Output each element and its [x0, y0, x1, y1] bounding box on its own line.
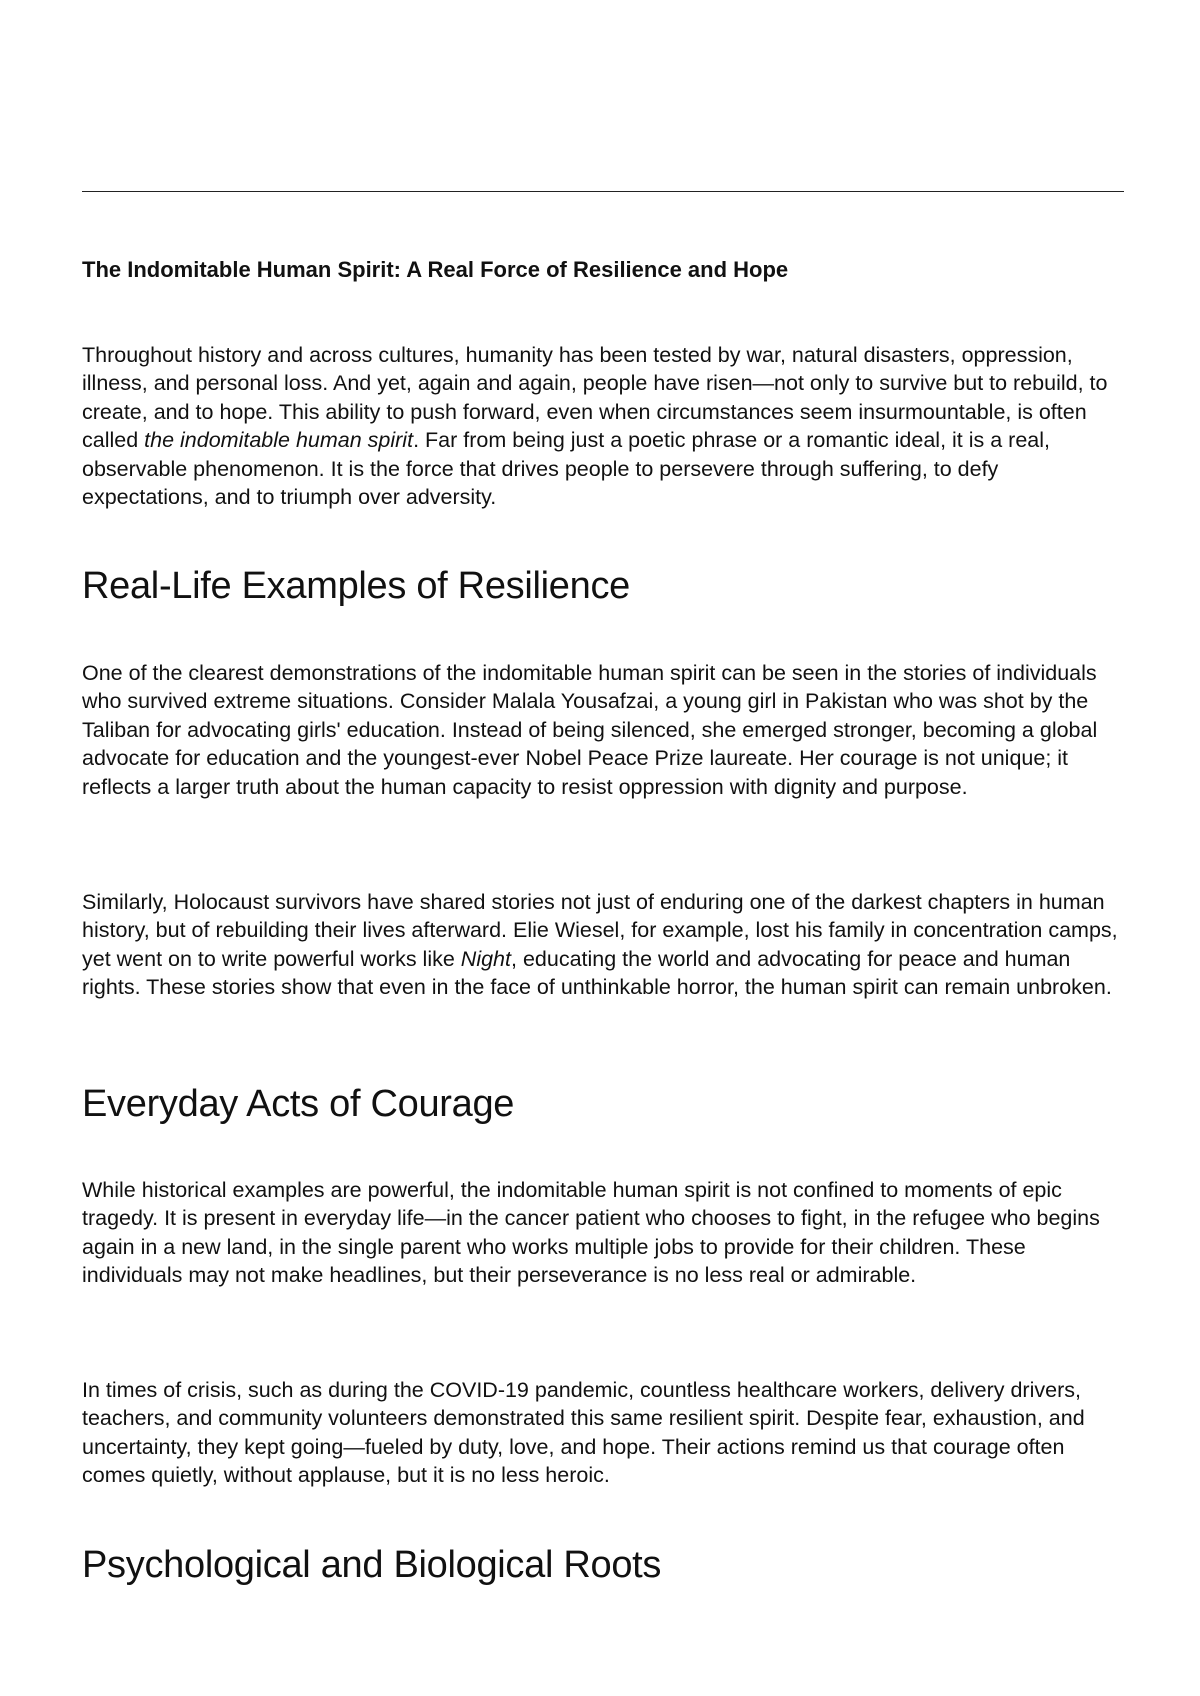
paragraph-holocaust [82, 888, 1124, 1002]
paragraph-everyday-life: While historical examples are powerful, the indomitable human spirit is not confined to moments of epic tragedy. It is present in everyday life—in the cancer patient who chooses to fight, in the refugee who begins again in a new land, in the single parent who works multiple jobs to provide for their children. These individuals may not make headlines, but their perseverance is no less real or admirable. [82, 1178, 1100, 1288]
intro-text-start: Throughout history and across cultures, humanity has been tested by war, natural disasters, oppression, illness, and personal loss. And yet, again and again, people have risen—not only to survive but to rebuild, to create, and to hope. This ability to push forward, even when circumstances seem insurmountable, is often called [82, 343, 1108, 453]
intro-emphasis: the indomitable human spirit [144, 428, 414, 453]
book-title-night: Night [460, 946, 511, 971]
holocaust-text-start: Similarly, Holocaust survivors have shared stories not just of enduring one of the darkest chapters in human history, but of rebuilding their lives afterward. Elie Wiesel, for example, lost his family in concentration camps, yet went on to write powerful works like [82, 890, 1118, 971]
paragraph-malala: One of the clearest demonstrations of the indomitable human spirit can be seen in the stories of individuals who survived extreme situations. Consider Malala Yousafzai, a young girl in Pakistan who was shot by the Taliban for advocating girls' education. Instead of being silenced, she emerged stronger, becoming a global advocate for education and the youngest-ever Nobel Peace Prize laureate. Her courage is not unique; it reflects a larger truth about the human capacity to resist oppression with dignity and purpose. [82, 661, 1098, 799]
section-heading-psychological-roots: Psychological and Biological Roots [82, 1544, 662, 1586]
document-page [82, 0, 1124, 1696]
intro-paragraph [82, 341, 1124, 511]
horizontal-rule [82, 191, 1124, 192]
holocaust-text-end: , educating the world and advocating for peace and human rights. These stories show that even in the face of unthinkable horror, the human spirit can remain unbroken. [82, 946, 1112, 1000]
intro-text-end: . Far from being just a poetic phrase or a romantic ideal, it is a real, observable phenomenon. It is the force that drives people to persevere through suffering, to defy expectations, and to triumph over adversity. [82, 428, 1050, 510]
paragraph-covid: In times of crisis, such as during the COVID-19 pandemic, countless healthcare workers, delivery drivers, teachers, and community volunteers demonstrated this same resilient spirit. Despite fear, exhaustion, and uncertainty, they kept going—fueled by duty, love, and hope. Their actions remind us that courage often comes quietly, without applause, but it is no less heroic. [82, 1378, 1085, 1488]
section-heading-everyday-acts: Everyday Acts of Courage [82, 1083, 515, 1125]
section-heading-real-life-examples: Real-Life Examples of Resilience [82, 565, 630, 607]
document-title: The Indomitable Human Spirit: A Real Force of Resilience and Hope [82, 257, 789, 282]
